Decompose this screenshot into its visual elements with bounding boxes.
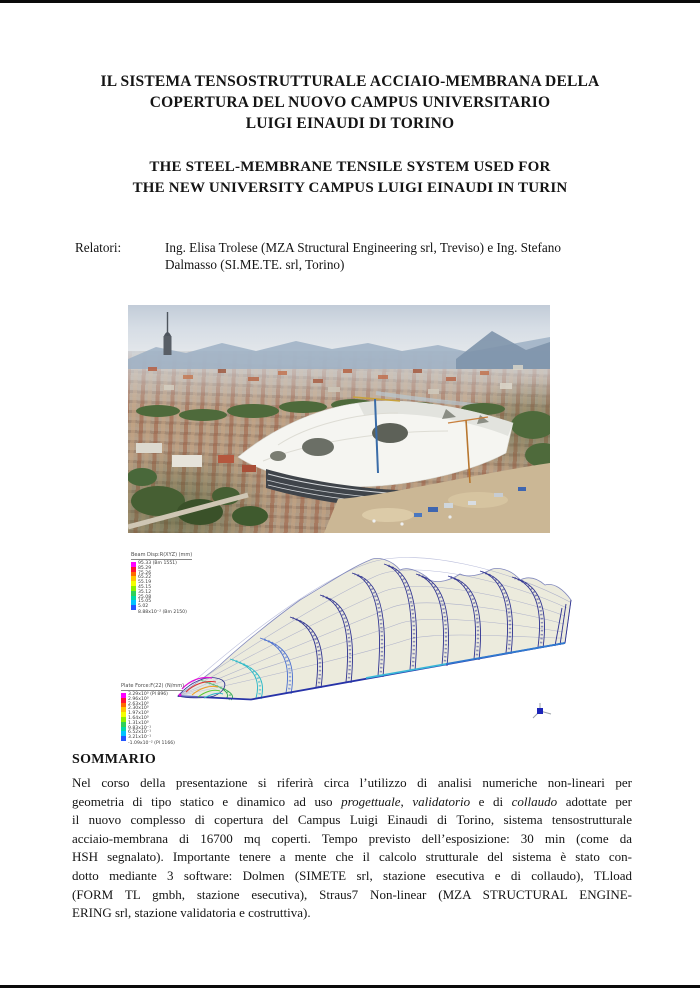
aerial-photo [128, 305, 550, 533]
fem-wing-model [166, 546, 580, 744]
summary-heading: SOMMARIO [72, 752, 157, 767]
relatori-line: Ing. Elisa Trolese (MZA Structural Engineering srl, Treviso) e Ing. Stefano [165, 240, 561, 255]
legend-label: 6.52x10⁻¹ [128, 730, 152, 736]
summary-line: Nel corso della presentazione si riferirà circa l’utilizzo di analisi numeriche non-lineari per [72, 775, 632, 790]
legend-label: 55.19 [138, 580, 152, 586]
title-english [50, 157, 650, 198]
legend-title: Beam Disp:R(XYZ) (mm) [131, 552, 193, 558]
title-italian [50, 71, 650, 134]
legend-label: 1.31x10⁰ [128, 720, 149, 726]
summary-line: geometria di tipo statico e dinamico ad uso progettuale, validatorio e di collaudo adottate per [72, 793, 632, 809]
page-top-border [0, 0, 700, 3]
legend-label: 1.64x10⁰ [128, 715, 149, 721]
legend-label: 3.21x10⁻¹ [128, 735, 152, 741]
legend-footer: 8.88x10⁻² (Bm 2150) [138, 609, 187, 615]
title-italian-line: COPERTURA DEL NUOVO CAMPUS UNIVERSITARIO [149, 94, 551, 111]
legend-label: 15.05 [138, 599, 152, 605]
legend-swatch [121, 736, 126, 741]
legend-label: 65.22 [138, 575, 152, 581]
title-italian-line: LUIGI EINAUDI DI TORINO [245, 115, 455, 132]
legend-label: 3.29x10⁰ (Pl 896) [128, 692, 168, 697]
page-bottom-border [0, 985, 700, 988]
legend-label: 2.63x10⁰ [128, 701, 149, 707]
fem-figure [118, 538, 580, 750]
axis-triad-icon [530, 700, 556, 724]
membrane-surface [178, 558, 571, 699]
legend-label: 1.97x10⁰ [128, 711, 149, 717]
legend-label: 85.29 [138, 565, 152, 571]
legend-swatch [131, 605, 136, 610]
summary-line: acciaio-membrana di 16700 mq coperti. Tempo previsto dell’esposizione: 30 min (come da [72, 830, 632, 846]
roof-courtyard [270, 451, 286, 461]
plate-force-legend [121, 672, 184, 746]
aerial-photo-overlay [128, 305, 550, 533]
mountains [128, 331, 550, 369]
summary-line: (FORM TL gmbh, stazione esecutiva), Straus7 Non-linear (MZA STRUCTURAL ENGINE- [72, 886, 632, 902]
legend-footer: -1.09x10⁻² (Pl 1166) [128, 740, 175, 746]
roof-courtyard [302, 438, 334, 456]
summary-line: ERING srl, stazione validatoria e costruttiva). [72, 905, 311, 921]
legend-label: 35.12 [138, 589, 152, 595]
legend-label: 9.83x10⁻¹ [128, 725, 152, 731]
city-buildings [148, 365, 523, 394]
legend-label: 2.96x10⁰ [128, 696, 149, 702]
summary-line: dotto mediante 3 software: Dolmen (SIMETE srl, stazione esecutiva e di collaudo), TLload [72, 867, 632, 883]
relatori-line: Dalmasso (SI.ME.TE. srl, Torino) [165, 256, 345, 272]
legend-label: 25.08 [138, 594, 152, 600]
relatori-value [165, 240, 643, 273]
summary-line: HSH segnalato). Importante tenere a mente che il calcolo strutturale del sistema è stato con- [72, 849, 632, 865]
relatori-label: Relatori: [75, 240, 122, 255]
legend-label: 95.33 (Bm 1551) [138, 561, 177, 566]
legend-label: 75.26 [138, 570, 152, 576]
legend-label: 45.15 [138, 584, 152, 590]
legend-label: 5.02 [138, 604, 149, 610]
legend-title: Plate Force:F(22) (N/mm) [121, 683, 185, 689]
legend-label: 2.30x10⁰ [128, 706, 149, 712]
title-english-line: THE NEW UNIVERSITY CAMPUS LUIGI EINAUDI IN TURIN [132, 179, 568, 196]
summary-paragraph [72, 774, 632, 923]
title-english-line: THE STEEL-MEMBRANE TENSILE SYSTEM USED FOR [149, 159, 551, 175]
summary-line: il nuovo complesso di copertura del Campus Luigi Einaudi di Torino, sistema tensostrutturale [72, 812, 632, 828]
mole-antonelliana [164, 312, 172, 355]
title-italian-line: IL SISTEMA TENSOSTRUTTURALE ACCIAIO-MEMBRANA DELLA [100, 73, 600, 90]
